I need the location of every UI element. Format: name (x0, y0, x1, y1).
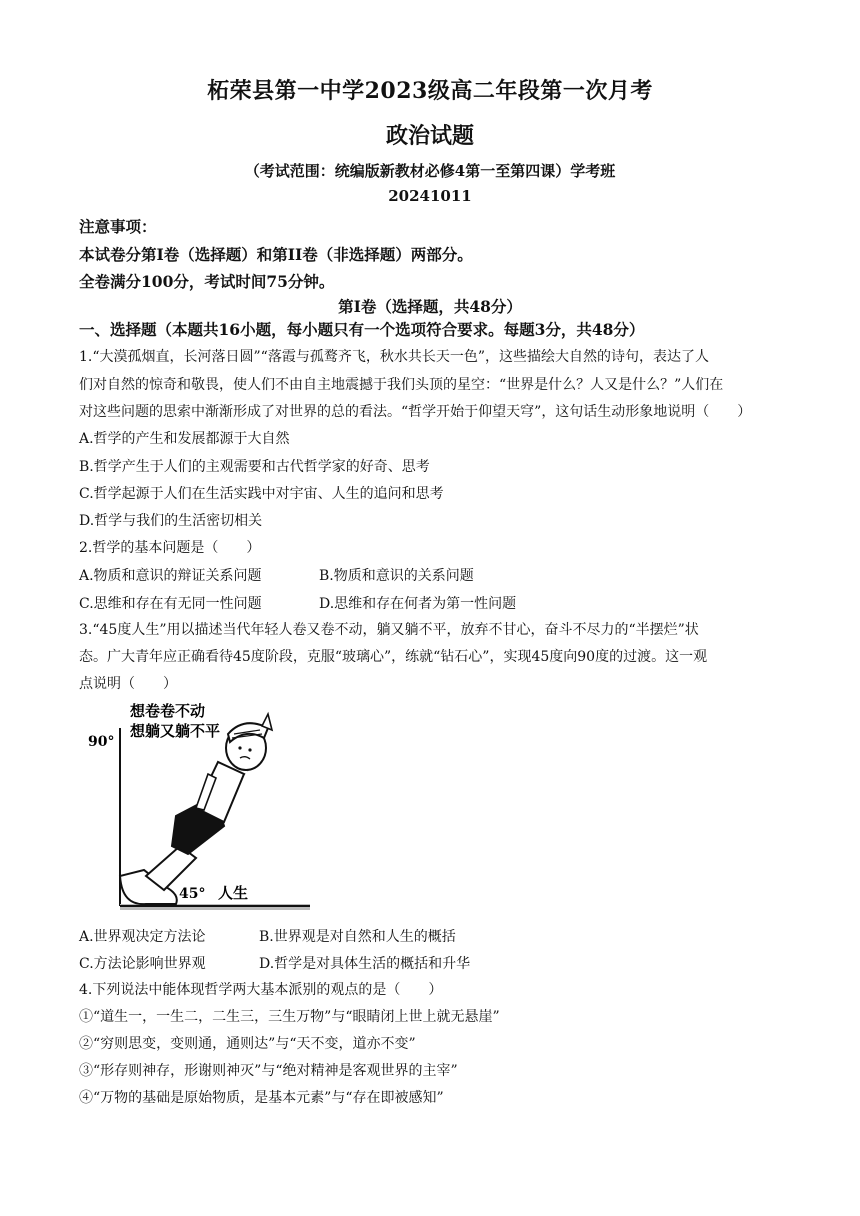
notice-line-1: 本试卷分第Ⅰ卷（选择题）和第II卷（非选择题）两部分。 (79, 245, 473, 264)
q1-option-a: A.哲学的产生和发展都源于大自然 (79, 431, 290, 447)
q3-stem-line-2: 态。广大青年应正确看待45度阶段，克服“玻璃心”，练就“钻石心”，实现45度向90度的过渡。这一观 (79, 649, 708, 665)
subject-title: 政治试题 (385, 123, 474, 149)
label-45-degrees: 45° (179, 886, 206, 902)
q1-stem-line-1: 1.“大漠孤烟直，长河落日圆”“落霞与孤鹜齐飞，秋水共长天一色”，这些描绘大自然的诗句，表达了人 (79, 349, 709, 365)
q1-option-c: C.哲学起源于人们在生活实践中对宇宙、人生的追问和思考 (79, 486, 444, 502)
q3-illustration (84, 698, 314, 916)
q4-statement-3: ③“形存则神存，形谢则神灭”与“绝对精神是客观世界的主宰” (79, 1063, 458, 1079)
q1-stem-line-2: 们对自然的惊奇和敬畏，使人们不由自主地震撼于我们头顶的星空：“世界是什么？人又是什么？”人们在 (79, 377, 724, 393)
q3-option-c: C.方法论影响世界观 (79, 956, 206, 972)
q1-option-b: B.哲学产生于人们的主观需要和古代哲学家的好奇、思考 (79, 459, 430, 475)
q4-statement-1: ①“道生一，一生二，二生三，三生万物”与“眼睛闭上世上就无悬崖” (79, 1009, 500, 1025)
label-life: 人生 (218, 884, 249, 902)
q3-option-b: B.世界观是对自然和人生的概括 (259, 929, 456, 945)
q4-stem: 4.下列说法中能体现哲学两大基本派别的观点的是（ ） (79, 982, 443, 998)
q1-stem-line-3: 对这些问题的思索中渐渐形成了对世界的总的看法。“哲学开始于仰望天穹”，这句话生动形象地说明（ ） (79, 404, 752, 420)
q1-option-d: D.哲学与我们的生活密切相关 (79, 513, 263, 529)
q3-stem-line-1: 3.“45度人生”用以描述当代年轻人卷又卷不动，躺又躺不平，放弃不甘心，奋斗不尽力的“半摆烂”状 (79, 622, 699, 638)
q4-statement-4: ④“万物的基础是原始物质，是基本元素”与“存在即被感知” (79, 1090, 444, 1106)
notice-line-2: 全卷满分100分，考试时间75分钟。 (79, 272, 335, 291)
q3-option-a: A.世界观决定方法论 (79, 929, 206, 945)
q2-option-b: B.物质和意识的关系问题 (319, 568, 474, 584)
q4-statement-2: ②“穷则思变，变则通，通则达”与“天不变，道亦不变” (79, 1036, 416, 1052)
section-instruction: 一、选择题（本题共16小题，每小题只有一个选项符合要求。每题3分，共48分） (79, 320, 645, 339)
caption-line-1: 想卷卷不动 (130, 702, 206, 720)
exam-scope: （考试范围：统编版新教材必修4第一至第四课）学考班 (244, 162, 616, 180)
exam-date: 20241011 (388, 187, 472, 205)
caption-line-2: 想躺又躺不平 (130, 722, 221, 740)
section-title: 第Ⅰ卷（选择题，共48分） (338, 297, 522, 316)
leaning-person-illustration (84, 698, 314, 916)
q3-option-d: D.哲学是对具体生活的概括和升华 (259, 956, 471, 972)
q3-stem-line-3: 点说明（ ） (79, 676, 177, 692)
q2-option-a: A.物质和意识的辩证关系问题 (79, 568, 262, 584)
q2-option-d: D.思维和存在何者为第一性问题 (319, 596, 517, 612)
q2-option-c: C.思维和存在有无同一性问题 (79, 596, 262, 612)
school-title: 柘荣县第一中学2023级高二年段第一次月考 (207, 78, 653, 104)
label-90-degrees: 90° (88, 734, 115, 750)
notice-heading: 注意事项： (79, 217, 157, 236)
q2-stem: 2.哲学的基本问题是（ ） (79, 540, 261, 556)
